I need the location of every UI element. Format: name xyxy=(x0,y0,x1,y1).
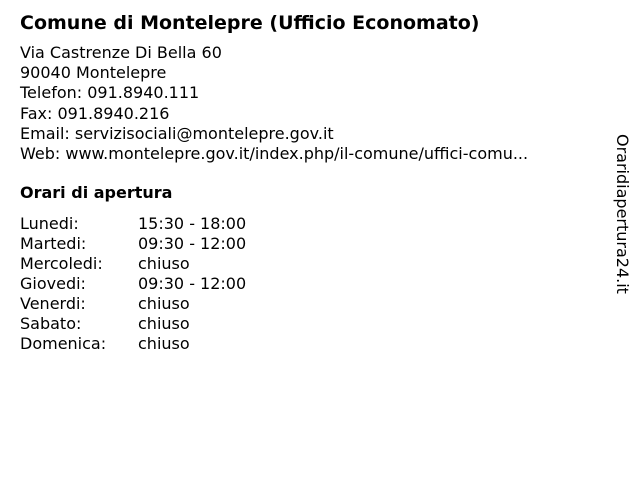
day-label: Mercoledi: xyxy=(20,254,103,273)
city-address: 90040 Montelepre xyxy=(20,63,167,83)
opening-hours-heading: Orari di apertura xyxy=(20,183,173,202)
time-value: chiuso xyxy=(138,334,190,353)
email-address: Email: servizisociali@montelepre.gov.it xyxy=(20,123,334,143)
watermark xyxy=(612,134,632,314)
day-label: Giovedi: xyxy=(20,274,86,293)
day-label: Lunedi: xyxy=(20,214,79,233)
time-value: 15:30 - 18:00 xyxy=(138,214,247,233)
time-value: 09:30 - 12:00 xyxy=(138,234,247,253)
day-label: Domenica: xyxy=(20,334,107,353)
day-label: Sabato: xyxy=(20,314,82,333)
time-value: 09:30 - 12:00 xyxy=(138,274,247,293)
time-value: chiuso xyxy=(138,294,190,313)
time-value: chiuso xyxy=(138,254,190,273)
phone-number: Telefon: 091.8940.111 xyxy=(20,83,200,103)
day-label: Venerdi: xyxy=(20,294,86,313)
day-label: Martedi: xyxy=(20,234,87,253)
page-title: Comune di Montelepre (Ufficio Economato) xyxy=(20,12,480,34)
fax-number: Fax: 091.8940.216 xyxy=(20,103,170,123)
website-link: Web: www.montelepre.gov.it/index.php/il-comune/uffici-comu... xyxy=(20,143,529,163)
street-address: Via Castrenze Di Bella 60 xyxy=(20,43,222,62)
contact-block xyxy=(20,43,528,164)
watermark-text: Oraridiapertura24.it xyxy=(613,134,632,294)
time-value: chiuso xyxy=(138,314,190,333)
